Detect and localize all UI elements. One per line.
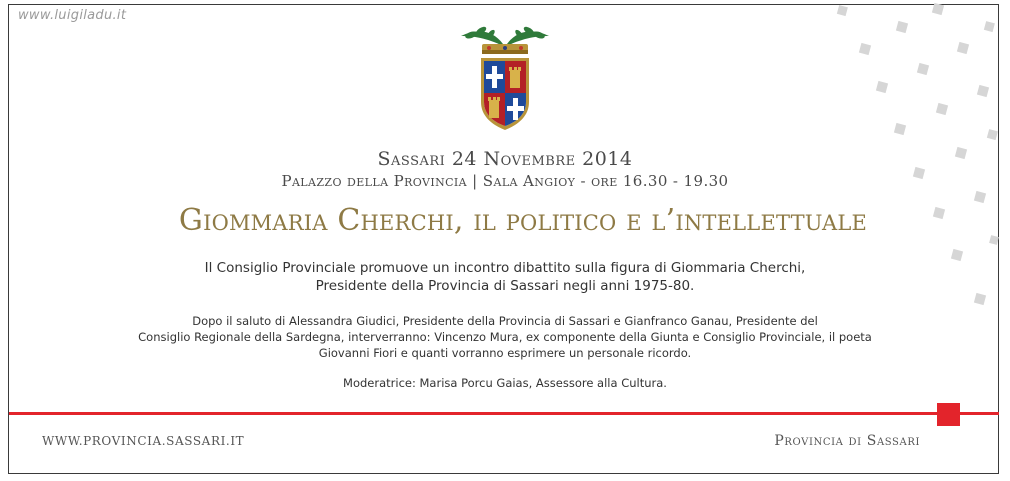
intro-paragraph <box>0 259 1010 295</box>
event-venue: Palazzo della Provincia | Sala Angioy - ore 16.30 - 19.30 <box>281 172 729 190</box>
moderator-note: Moderatrice: Marisa Porcu Gaias, Assessore alla Cultura. <box>343 376 667 390</box>
coat-of-arms-icon <box>457 22 553 132</box>
event-date: Sassari 24 Novembre 2014 <box>377 148 633 170</box>
intro-line: Presidente della Provincia di Sassari negli anni 1975-80. <box>315 278 695 294</box>
accent-square <box>937 403 960 426</box>
footer-divider <box>9 412 999 415</box>
organization-name: Provincia di Sassari <box>774 433 920 449</box>
details-paragraph <box>0 313 1010 361</box>
website-link[interactable]: WWW.PROVINCIA.SASSARI.IT <box>42 434 245 448</box>
watermark: www.luigiladu.it <box>18 8 127 23</box>
intro-line: Il Consiglio Provinciale promuove un incontro dibattito sulla figura di Giommaria Cherchi, <box>204 260 806 276</box>
details-line: Consiglio Regionale della Sardegna, interverranno: Vincenzo Mura, ex componente della Giunta e Consiglio Provinciale, il poeta <box>138 330 872 344</box>
details-line: Dopo il saluto di Alessandra Giudici, Presidente della Provincia di Sassari e Gianfranco Ganau, Presidente del <box>192 314 818 328</box>
event-title: Giommaria Cherchi, il politico e l’intellettuale <box>178 203 868 238</box>
details-line: Giovanni Fiori e quanti vorranno esprimere un personale ricordo. <box>318 346 692 360</box>
